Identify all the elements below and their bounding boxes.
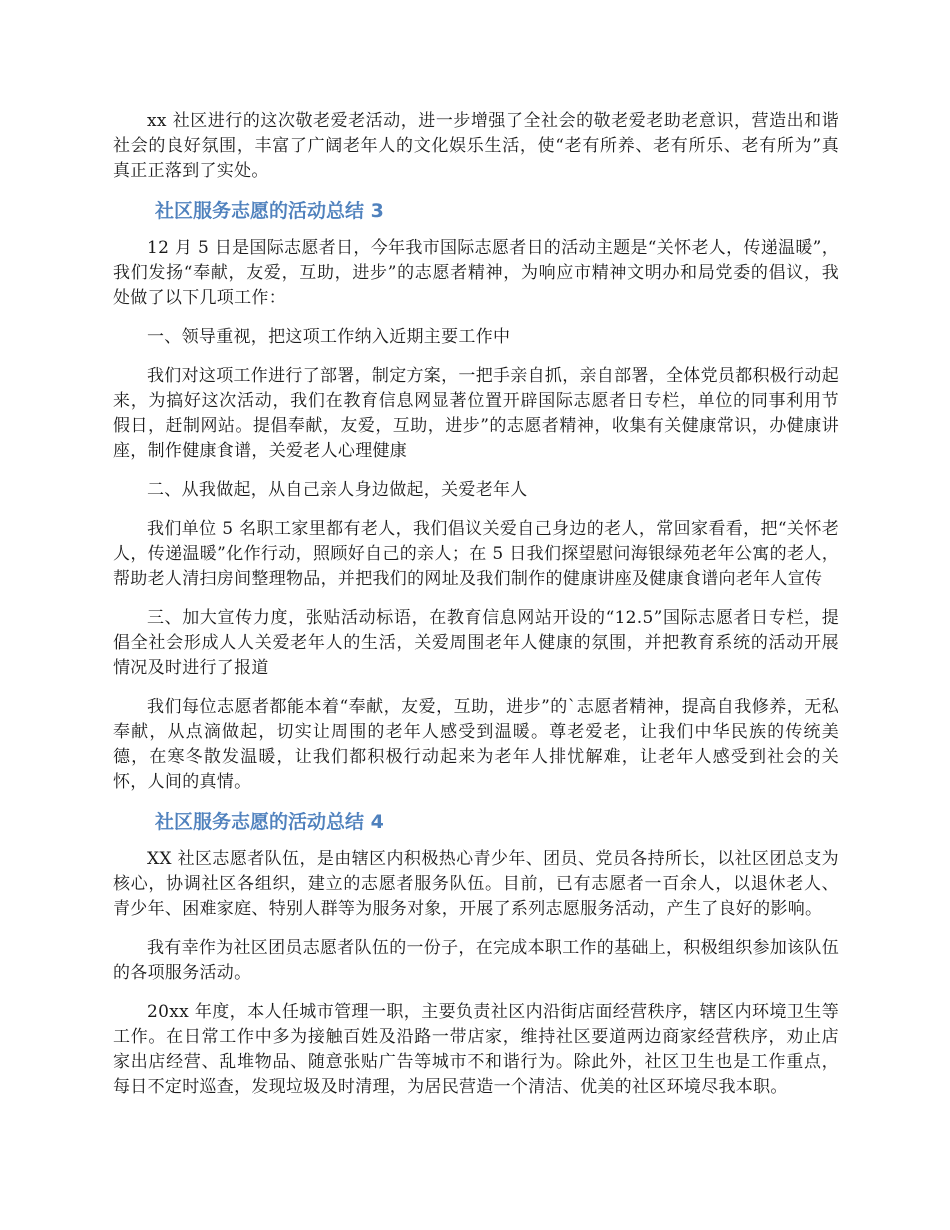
section-3-paragraph: 12 月 5 日是国际志愿者日，今年我市国际志愿者日的活动主题是“关怀老人，传递温暖”，我们发扬“奉献，友爱，互助，进步”的志愿者精神，为响应市精神文明办和局党委的倡议，我处做了以下几项工作：	[113, 238, 839, 308]
document-page	[113, 109, 839, 1100]
section-3-title: 社区服务志愿的活动总结 3	[155, 200, 384, 222]
section-3-paragraph: 我们每位志愿者都能本着“奉献，友爱，互助，进步”的`志愿者精神，提高自我修养，无私奉献，从点滴做起，切实让周围的老年人感受到温暖。尊老爱老，让我们中华民族的传统美德，在寒冬散发温暖，让我们都积极行动起来为老年人排忧解难，让老年人感受到社会的关怀，人间的真情。	[113, 697, 839, 792]
section-3-subheading: 二、从我做起，从自己亲人身边做起，关爱老年人	[147, 480, 528, 500]
section-4-paragraph: 20xx 年度，本人任城市管理一职，主要负责社区内沿街店面经营秩序，辖区内环境卫生等工作。在日常工作中多为接触百姓及沿路一带店家，维持社区要道两边商家经营秩序，劝止店家出店经营、乱堆物品、随意张贴广告等城市不和谐行为。除此外，社区卫生也是工作重点，每日不定时巡查，发现垃圾及时清理，为居民营造一个清洁、优美的社区环境尽我本职。	[113, 1002, 839, 1097]
section-3-paragraph: 三、加大宣传力度，张贴活动标语，在教育信息网站开设的“12.5”国际志愿者日专栏，提倡全社会形成人人关爱老年人的生活，关爱周围老年人健康的氛围，并把教育系统的活动开展情况及时进行了报道	[113, 608, 839, 678]
section-4-paragraph: XX 社区志愿者队伍，是由辖区内积极热心青少年、团员、党员各持所长，以社区团总支为核心，协调社区各组织，建立的志愿者服务队伍。目前，已有志愿者一百余人，以退休老人、青少年、困难家庭、特别人群等为服务对象，开展了系列志愿服务活动，产生了良好的影响。	[113, 849, 839, 919]
section-4-title: 社区服务志愿的活动总结 4	[155, 811, 384, 833]
section-3-subheading: 一、领导重视，把这项工作纳入近期主要工作中	[147, 327, 511, 347]
section-4-paragraph: 我有幸作为社区团员志愿者队伍的一份子，在完成本职工作的基础上，积极组织参加该队伍的各项服务活动。	[113, 938, 839, 983]
intro-paragraph: xx 社区进行的这次敬老爱老活动，进一步增强了全社会的敬老爱老助老意识，营造出和谐社会的良好氛围，丰富了广阔老年人的文化娱乐生活，使“老有所养、老有所乐、老有所为”真真正正落到了实处。	[113, 111, 839, 181]
section-3-paragraph: 我们对这项工作进行了部署，制定方案，一把手亲自抓，亲自部署，全体党员都积极行动起来，为搞好这次活动，我们在教育信息网显著位置开辟国际志愿者日专栏，单位的同事利用节假日，赶制网站。提倡奉献，友爱，互助，进步”的志愿者精神，收集有关健康常识，办健康讲座，制作健康食谱，关爱老人心理健康	[113, 366, 839, 461]
section-3-paragraph: 我们单位 5 名职工家里都有老人，我们倡议关爱自己身边的老人，常回家看看，把“关怀老人，传递温暖”化作行动，照顾好自己的亲人；在 5 日我们探望慰问海银绿苑老年公寓的老人，帮助老人清扫房间整理物品，并把我们的网址及我们制作的健康讲座及健康食谱向老年人宣传	[113, 519, 839, 589]
